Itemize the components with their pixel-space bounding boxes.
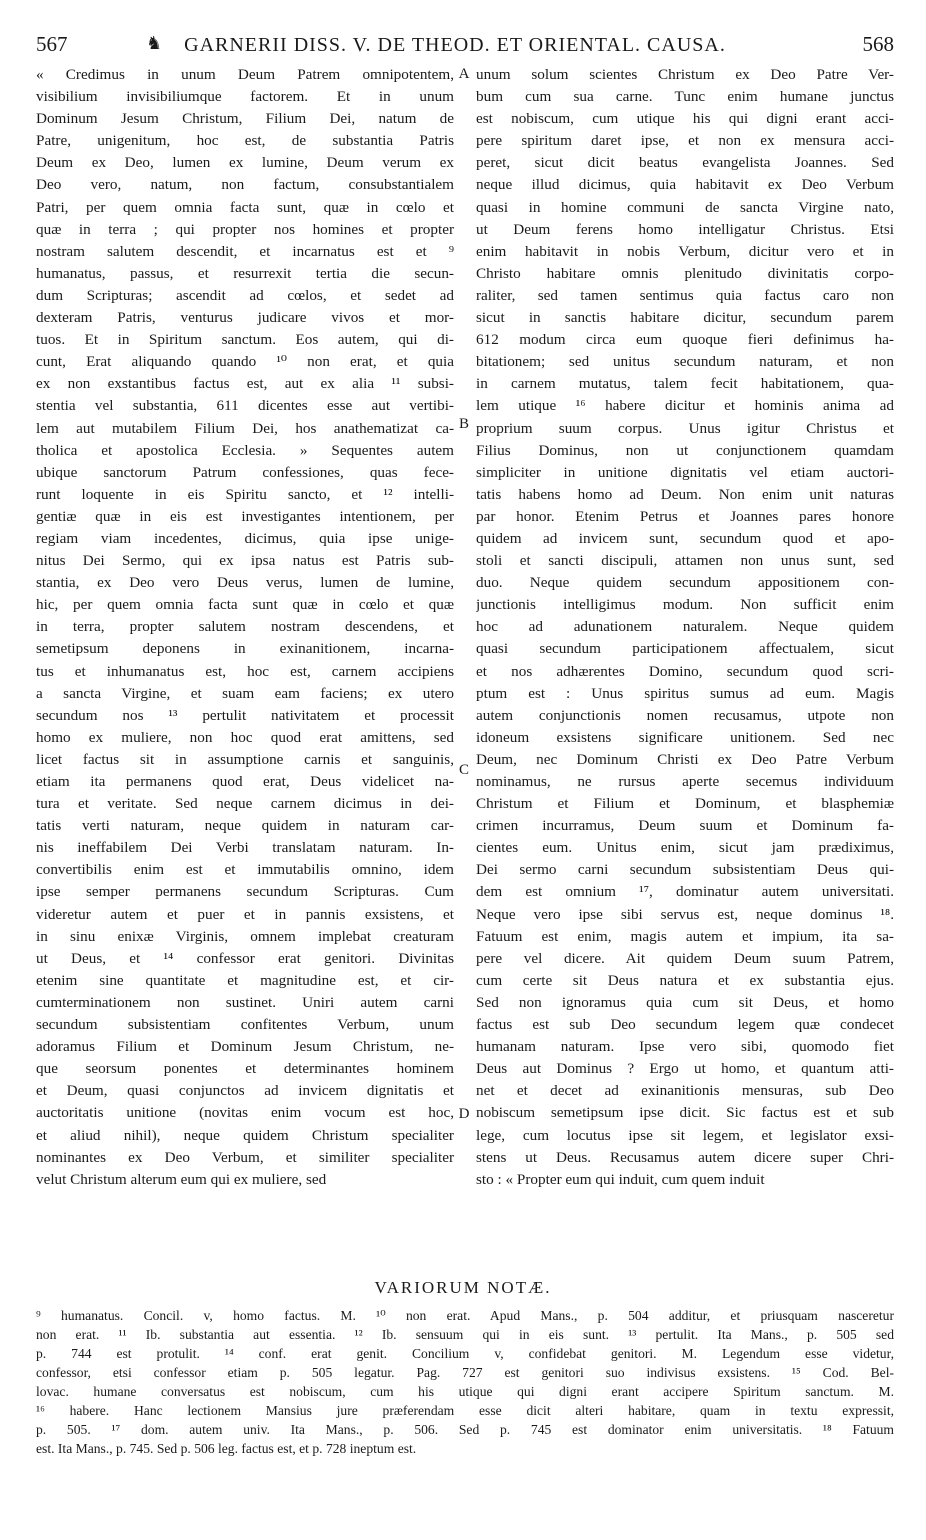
footnote-line: non erat. ¹¹ Ib. substantia aut essentia. ¹² Ib. sensuum qui in eis sunt. ¹³ pertulit. Ita Mans., p. 505 sed bbox=[36, 1327, 894, 1342]
left-column-line: tus et inhumanatus est, hoc est, carnem accipiens bbox=[36, 662, 454, 680]
left-column-line: quæ in terra ; qui propter nos homines et propter bbox=[36, 220, 454, 238]
right-column-line: et nos adhærentes Domino, secundum quod scri- bbox=[476, 662, 894, 680]
right-column-line: par honor. Etenim Petrus et Joannes pares honore bbox=[476, 507, 894, 525]
notes-heading: VARIORUM NOTÆ. bbox=[374, 1278, 552, 1297]
right-column-line: enim habitavit in nobis Verbum, dicitur vero et in bbox=[476, 242, 894, 260]
right-column-line: cum certe sit Deus natura et ex substantia ejus. bbox=[476, 971, 894, 989]
footnote-line: lovac. humane conversatus est nobiscum, cum his utique qui digni erant accipere Spiritum sanctum. M. bbox=[36, 1384, 894, 1399]
right-column-line: hoc ad adunationem naturalem. Neque quidem bbox=[476, 618, 894, 636]
right-column-line: Neque vero ipse sibi servus est, neque dominus ¹⁸. bbox=[476, 905, 894, 923]
right-column-line: Deum, nec Dominum Christi ex Deo Patre Verbum bbox=[476, 750, 894, 768]
right-column-line: ut Deum ferens homo intelligatur Christus. Etsi bbox=[476, 220, 894, 238]
left-column-line: gentiæ quæ in eis est investigantes intentionem, per bbox=[36, 507, 454, 525]
right-column-line: dem est omnium ¹⁷, dominatur autem universitati. bbox=[476, 883, 894, 901]
left-column-line: et Deum, quasi conjunctos ad invicem dignitatis et bbox=[36, 1082, 454, 1100]
left-column-line: lem aut mutabilem Filium Dei, hos anathematizat ca- bbox=[36, 419, 454, 437]
section-marker-a: A bbox=[458, 66, 470, 82]
right-column-line: autem conjunctionis nomen recusamus, utpote non bbox=[476, 706, 894, 724]
right-column-line: peret, sicut dicit beatus evangelista Joannes. Sed bbox=[476, 154, 894, 172]
left-column-line: Dominum Jesum Christum, Filium Dei, natum de bbox=[36, 110, 454, 128]
right-column-line: duo. Neque quidem secundum appositionem con- bbox=[476, 574, 894, 592]
right-column-line: 612 modum circa eum quoque fieri definimus ha- bbox=[476, 331, 894, 349]
left-column-line: ut Deus, et ¹⁴ confessor erat genitori. Divinitas bbox=[36, 949, 454, 967]
left-column-line: cumterminationem non sustinet. Uniri autem carni bbox=[36, 993, 454, 1011]
right-column-line: Fatuum est enim, magis autem et impium, ita sa- bbox=[476, 927, 894, 945]
section-marker-b: B bbox=[458, 416, 469, 432]
left-column-line: cunt, Erat aliquando quando ¹⁰ non erat, et quia bbox=[36, 353, 454, 371]
section-marker-d: D bbox=[458, 1106, 470, 1122]
right-column-line: sto : « Propter eum qui induit, cum quem induit bbox=[476, 1170, 765, 1188]
left-column-line: secundum subsistentiam confitentes Verbum, unum bbox=[36, 1016, 454, 1034]
left-column-line: runt loquente in eis Spiritu sancto, et ¹² intelli- bbox=[36, 485, 454, 503]
right-column-line: sicut in sanctis habitare dicitur, secundum parem bbox=[476, 309, 894, 327]
footnote-line: ⁹ humanatus. Concil. v, homo factus. M. ¹⁰ non erat. Apud Mans., p. 504 additur, et priusquam nasceretur bbox=[36, 1308, 894, 1323]
left-column-line: stentia vel substantia, 611 dicentes esse aut vertibi- bbox=[36, 397, 454, 415]
footnotes bbox=[36, 1306, 894, 1458]
left-column-line: adoramus Filium et Dominum Jesum Christum, ne- bbox=[36, 1038, 454, 1056]
right-column-line: lege, cum locutus ipse sit legem, et legislator exsi- bbox=[476, 1126, 894, 1144]
left-column-line: dexteram Patris, venturus judicare vivos et mor- bbox=[36, 309, 454, 327]
left-column bbox=[36, 64, 454, 1191]
left-column-line: secundum nos ¹³ pertulit nativitatem et processit bbox=[36, 706, 454, 724]
left-column-line: tura et veritate. Sed neque carnem dicimus in dei- bbox=[36, 795, 454, 813]
right-column-line: crimen incurramus, Deum suum et Dominum fa- bbox=[476, 817, 894, 835]
right-column-line: lem utique ¹⁶ habere dicitur et hominis anima ad bbox=[476, 397, 894, 415]
left-column-line: Patri, per quem omnia facta sunt, quæ in cœlo et bbox=[36, 198, 454, 216]
right-column-line: nobiscum semetipsum ipse dicit. Sic factus est et sub bbox=[476, 1104, 894, 1122]
right-column-line: Christo habitare omnis plenitudo divinitatis corpo- bbox=[476, 264, 894, 282]
left-column-line: Deum ex Deo, lumen ex lumine, Deum verum ex bbox=[36, 154, 454, 172]
left-column-line: licet factus sit in assumptione carnis et sanguinis, bbox=[36, 750, 454, 768]
left-column-line: nitus Dei Sermo, qui ex ipsa natus est Patris sub- bbox=[36, 552, 454, 570]
right-column-line: stoli et sancti discipuli, attamen non unus sunt, sed bbox=[476, 552, 894, 570]
left-column-line: nominantes ex Deo Verbum, et similiter specialiter bbox=[36, 1148, 454, 1166]
left-column-line: ipse semper permanens secundum Scripturas. Cum bbox=[36, 883, 454, 901]
right-column-line: humanam naturam. Ipse vero sibi, quomodo fiet bbox=[476, 1038, 894, 1056]
section-marker-c: C bbox=[458, 762, 469, 778]
left-column-line: auctoritatis unitione (novitas enim vocum est hoc, bbox=[36, 1104, 454, 1122]
right-column-line: Christum et Filium et Dominum, et blasphemiæ bbox=[476, 795, 894, 813]
left-column-line: « Credimus in unum Deum Patrem omnipotentem, bbox=[36, 66, 454, 83]
right-column-line: pere spiritum daret ipse, et non ex mensura acci- bbox=[476, 132, 894, 150]
right-column-line: proprium suum corpus. Unus igitur Christus et bbox=[476, 419, 894, 437]
right-column-line: idoneum exsistens significare unitionem. Sed nec bbox=[476, 728, 894, 746]
left-column-line: dum Scripturas; ascendit ad cœlos, et sedet ad bbox=[36, 286, 454, 304]
page-number-left: 567 bbox=[36, 32, 68, 56]
right-column-line: bum cum sua carne. Tunc enim humane junctus bbox=[476, 88, 894, 106]
right-column-line: junctionis intelligimus modum. Non sufficit enim bbox=[476, 596, 894, 614]
left-column-line: semetipsum deponens in exinanitionem, incarna- bbox=[36, 640, 454, 658]
right-column-line: net et decet ad exinanitionis mensuras, sub Deo bbox=[476, 1082, 894, 1100]
right-column-line: in carnem mutatus, talem fecit habitationem, qua- bbox=[476, 375, 894, 393]
left-column-line: in sinu enixæ Virginis, omnem implebat creaturam bbox=[36, 927, 454, 945]
left-column-line: et aliud nihil), neque quidem Christum specialiter bbox=[36, 1126, 454, 1144]
left-column-line: etiam ita permanens quod erat, Deus videlicet na- bbox=[36, 773, 454, 790]
ornament-icon: ♞ bbox=[146, 33, 163, 53]
right-column-line: factus est sub Deo secundum legem quæ condecet bbox=[476, 1016, 894, 1034]
left-column-line: ubique sanctorum Patrum confessiones, quas fece- bbox=[36, 463, 454, 481]
right-column-line: neque illud dicimus, quia habitavit ex Deo Verbum bbox=[476, 176, 894, 194]
right-column-line: Deus aut Dominus ? Ergo ut homo, et quantum atti- bbox=[476, 1060, 894, 1078]
right-column-line: est nobiscum, cum utique his qui digni erant acci- bbox=[476, 110, 894, 128]
left-column-line: tatis verti naturam, neque quidem in naturam car- bbox=[36, 817, 454, 835]
left-column-line: videretur autem et puer et in pannis exsistens, et bbox=[36, 905, 454, 923]
right-column-line: stens ut Deus. Recusamus autem dicere super Chri- bbox=[476, 1148, 894, 1166]
left-column-line: ex non exstantibus factus est, aut ex alia ¹¹ subsi- bbox=[36, 375, 454, 393]
left-column-line: que seorsum ponentes et determinantes hominem bbox=[36, 1060, 454, 1078]
right-column-line: raliter, sed tamen sentimus quia factus caro non bbox=[476, 286, 894, 304]
footnote-line: ¹⁶ habere. Hanc lectionem Mansius jure præferendam esse dicit alteri habitare, quam in textu expressit, bbox=[36, 1403, 894, 1418]
right-column-line: Sed non ignoramus quia cum sit Deus, et homo bbox=[476, 993, 894, 1011]
right-column-line: quasi secundum participationem affectualem, sicut bbox=[476, 640, 894, 658]
left-column-line: regiam viam incedentes, dicimus, quia ipse unige- bbox=[36, 529, 454, 547]
page-number-right: 568 bbox=[862, 32, 894, 56]
right-column-line: ptum est : Unus spiritus sumus ad eum. Magis bbox=[476, 684, 894, 702]
footnote-line: est. Ita Mans., p. 745. Sed p. 506 leg. factus est, et p. 728 ineptum est. bbox=[36, 1441, 417, 1456]
right-column-line: cientes eum. Unitus enim, sicut jam prædiximus, bbox=[476, 839, 894, 857]
left-column-line: visibilium invisibiliumque factorem. Et in unum bbox=[36, 88, 454, 106]
left-column-line: Deo vero, natum, non factum, consubstantialem bbox=[36, 176, 454, 194]
right-column-line: pere vel dicere. Ait quidem Deum suum Patrem, bbox=[476, 949, 894, 967]
right-column-line: Filius Dominus, non ut conjunctionem quamdam bbox=[476, 441, 894, 459]
footnote-line: confessor, etsi confessor etiam p. 505 legatur. Pag. 727 est genitori suo indivisus exsistens. ¹⁵ Cod. Bel- bbox=[36, 1365, 894, 1380]
left-column-line: Patre, unigenitum, hoc est, de substantia Patris bbox=[36, 132, 454, 150]
right-column-line: quasi in homine communi de sancta Virgine nato, bbox=[476, 198, 894, 216]
left-column-line: etenim sine quantitate et magnitudine est, et cir- bbox=[36, 971, 454, 989]
footnote-line: p. 744 est protulit. ¹⁴ conf. erat genit. Concilium v, confidebat genitori. M. Legendum esse videtur, bbox=[36, 1346, 894, 1361]
right-column-line: tatis habens homo ad Deum. Non enim unit naturas bbox=[476, 485, 894, 503]
left-column-line: nis ineffabilem Dei Verbi translatam naturam. In- bbox=[36, 839, 454, 857]
right-column-line: unum solum scientes Christum ex Deo Patre Ver- bbox=[476, 66, 894, 83]
left-column-line: convertibilis enim est et immutabilis omnino, idem bbox=[36, 861, 454, 879]
left-column-line: tuos. Et in Spiritum sanctum. Eos autem, qui di- bbox=[36, 331, 454, 349]
footnote-line: p. 505. ¹⁷ dom. autem univ. Ita Mans., p. 506. Sed p. 745 est dominator enim universitatis. ¹⁸ Fatuum bbox=[36, 1422, 894, 1437]
right-column-line: Dei sermo carni secundum subsistentiam Deus qui- bbox=[476, 861, 894, 879]
left-column-line: a sancta Virgine, et suam eam faciens; ex utero bbox=[36, 684, 454, 702]
left-column-line: tholica et apostolica Ecclesia. » Sequentes autem bbox=[36, 441, 454, 459]
running-title: GARNERII DISS. V. DE THEOD. ET ORIENTAL. CAUSA. bbox=[184, 34, 726, 56]
running-header bbox=[36, 30, 894, 64]
right-column-line: bitationem; sed unitus secundum naturam, et non bbox=[476, 353, 894, 371]
left-column-line: humanatus, passus, et resurrexit tertia die secun- bbox=[36, 264, 454, 282]
left-column-line: stantia, ex Deo vero Deus verus, lumen de lumine, bbox=[36, 574, 454, 592]
right-column-line: simpliciter in unitione dignitatis vel etiam auctori- bbox=[476, 463, 894, 481]
left-column-line: hic, per quem omnia facta sunt quæ in cœlo et quæ bbox=[36, 596, 454, 614]
left-column-line: velut Christum alterum eum qui ex muliere, sed bbox=[36, 1170, 327, 1188]
right-column-line: quidem ad invicem sunt, secundum quod et apo- bbox=[476, 529, 894, 547]
right-column-line: nominamus, ne rursus aperte secemus individuum bbox=[476, 773, 894, 790]
right-column bbox=[476, 64, 894, 1191]
left-column-line: nostram salutem descendit, et incarnatus est et ⁹ bbox=[36, 242, 454, 260]
left-column-line: homo ex muliere, non hoc quod erat amittens, sed bbox=[36, 728, 454, 746]
left-column-line: in terra, propter salutem nostram descendens, et bbox=[36, 618, 454, 636]
